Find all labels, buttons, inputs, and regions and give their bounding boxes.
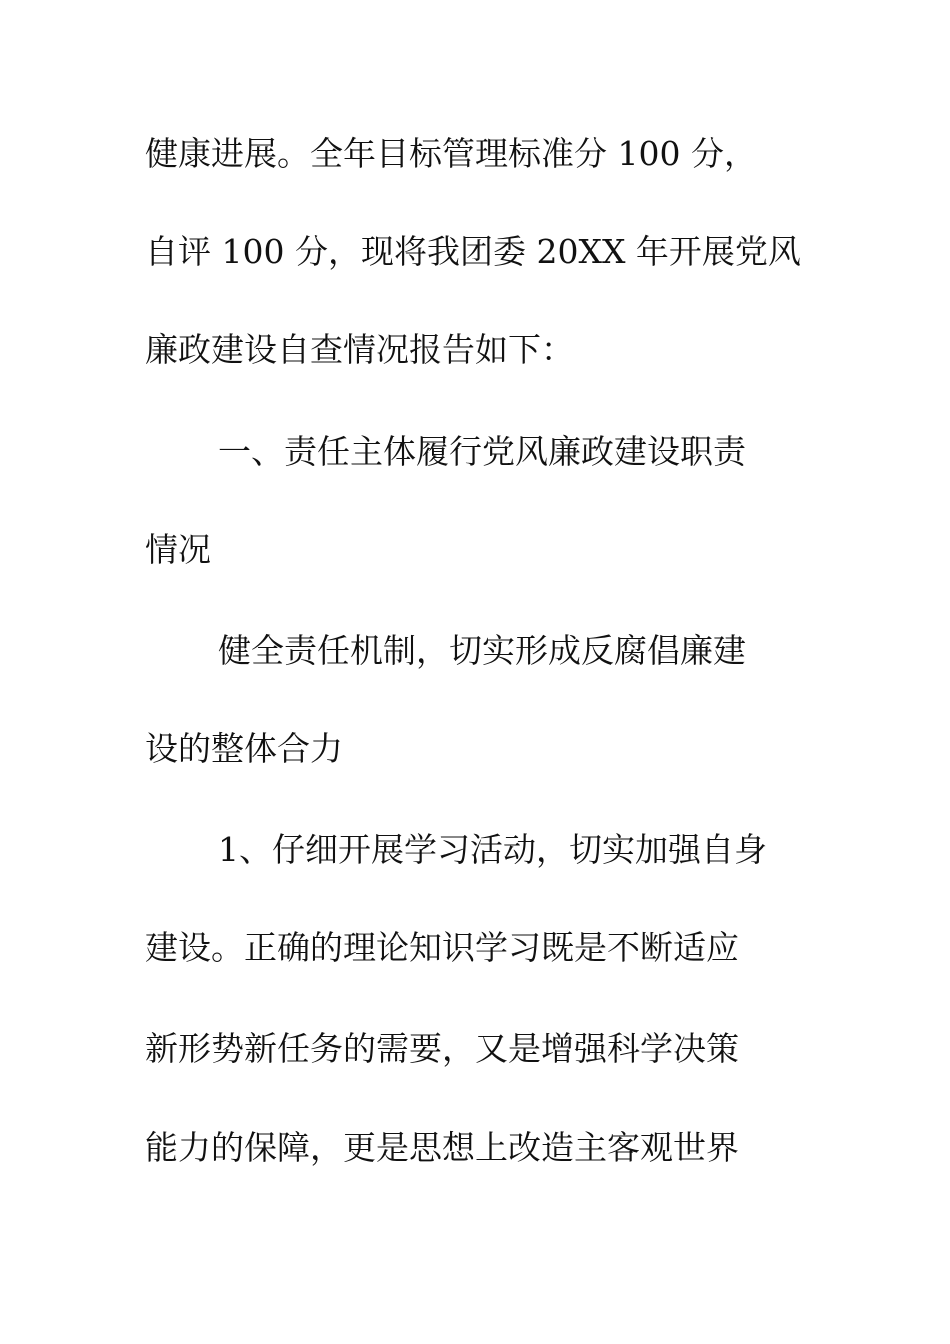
paragraph-line: 自评 100 分，现将我团委 20XX 年开展党风 bbox=[145, 232, 801, 271]
paragraph-line: 1、仔细开展学习活动，切实加强自身 bbox=[218, 830, 767, 869]
subheading-line: 设的整体合力 bbox=[145, 729, 343, 768]
subheading-line: 健全责任机制，切实形成反腐倡廉建 bbox=[218, 631, 746, 670]
paragraph-line: 能力的保障，更是思想上改造主客观世界 bbox=[145, 1128, 739, 1167]
paragraph-line: 廉政建设自查情况报告如下： bbox=[145, 330, 574, 369]
paragraph-line: 健康进展。全年目标管理标准分 100 分， bbox=[145, 134, 757, 173]
section-heading-line: 情况 bbox=[145, 530, 211, 569]
paragraph-line: 新形势新任务的需要，又是增强科学决策 bbox=[145, 1029, 739, 1068]
section-heading-line: 一、责任主体履行党风廉政建设职责 bbox=[218, 432, 746, 471]
paragraph-line: 建设。正确的理论知识学习既是不断适应 bbox=[145, 928, 739, 967]
